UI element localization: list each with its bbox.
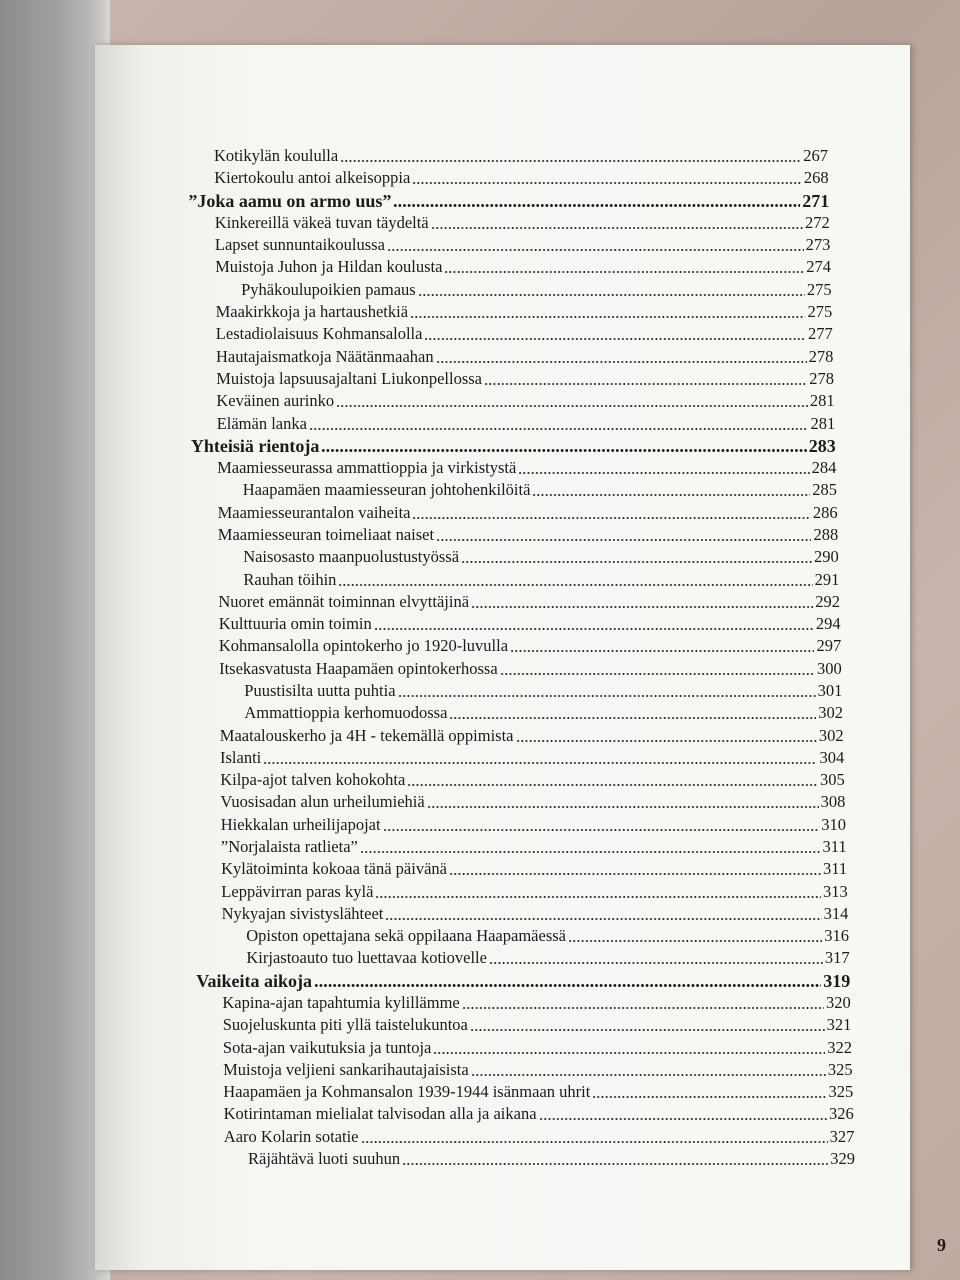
- dot-leader: [516, 740, 817, 742]
- dot-leader: [360, 851, 821, 853]
- toc-entry-title: Sota-ajan vaikutuksia ja tuntoja: [222, 1037, 432, 1057]
- toc-entry-page: 272: [805, 212, 830, 232]
- toc-entry-title: Opiston opettajana sekä oppilaana Haapamäessä: [246, 926, 566, 946]
- toc-entry-title: Muistoja veljieni sankarihautajaisista: [223, 1059, 469, 1079]
- toc-entry-page: 320: [826, 993, 851, 1012]
- dot-leader: [383, 829, 820, 831]
- toc-entry: [215, 212, 830, 234]
- toc-entry-page: 326: [829, 1104, 854, 1124]
- toc-entry: [243, 546, 839, 568]
- toc-entry-title: Maamiesseurassa ammattioppia ja virkistystä: [217, 458, 517, 477]
- book-page: [95, 45, 946, 1270]
- dot-leader: [518, 472, 809, 474]
- toc-entry: [221, 881, 848, 903]
- dot-leader: [336, 405, 808, 407]
- dot-leader: [539, 1118, 828, 1120]
- toc-entry: [214, 167, 828, 189]
- toc-entry-page: 329: [830, 1149, 855, 1168]
- toc-entry-page: 313: [823, 881, 848, 901]
- dot-leader: [314, 984, 821, 987]
- toc-entry-title: Itsekasvatusta Haapamäen opintokerhossa: [219, 658, 498, 678]
- toc-entry-title: Kapina-ajan tapahtumia kylillämme: [222, 993, 460, 1012]
- toc-entry: [244, 680, 842, 702]
- toc-entry: [224, 1103, 854, 1125]
- toc-entry-title: Lapset sunnuntaikoulussa: [214, 235, 385, 255]
- dot-leader: [374, 628, 814, 630]
- toc-entry: [216, 301, 833, 323]
- toc-entry-page: 321: [826, 1015, 852, 1035]
- toc-entry: [246, 947, 849, 969]
- toc-entry: [224, 1126, 855, 1148]
- toc-entry: [243, 569, 839, 591]
- toc-entry: [222, 992, 850, 1014]
- toc-entry-page: 301: [817, 680, 843, 700]
- book-spine-shadow: [0, 0, 110, 1280]
- toc-entry-page: 327: [829, 1126, 855, 1146]
- toc-entry-page: 291: [814, 569, 840, 589]
- dot-leader: [309, 428, 808, 430]
- toc-entry-title: Muistoja lapsuusajaltani Liukonpellossa: [216, 368, 482, 388]
- toc-entry-title: Pyhäkoulupoikien pamaus: [241, 279, 416, 299]
- toc-entry-page: 281: [810, 413, 836, 433]
- dot-leader: [375, 896, 821, 898]
- toc-section-entry: [188, 190, 829, 212]
- toc-entry-title: Maakirkkoja ja hartaushetkiä: [215, 302, 409, 321]
- toc-entry: [217, 413, 836, 435]
- toc-entry-page: 277: [808, 324, 833, 344]
- toc-entry-title: Kilpa-ajot talven kohokohta: [220, 770, 406, 790]
- toc-entry: [221, 814, 846, 836]
- toc-entry: [220, 769, 845, 791]
- toc-entry-page: 285: [812, 480, 837, 500]
- toc-entry-page: 304: [819, 747, 845, 767]
- toc-entry-page: 275: [806, 279, 832, 299]
- dot-leader: [263, 762, 817, 764]
- dot-leader: [449, 873, 821, 875]
- toc-entry-page: 322: [827, 1037, 852, 1057]
- toc-entry: [243, 479, 837, 501]
- toc-entry-title: Kohmansalolla opintokerho jo 1920-luvulla: [218, 636, 509, 656]
- toc-entry-page: 302: [818, 725, 844, 745]
- table-of-contents: [95, 45, 910, 1270]
- toc-entry-title: Yhteisiä rientoja: [190, 435, 320, 456]
- toc-entry-title: Nuoret emännät toiminnan elvyttäjinä: [218, 591, 470, 611]
- toc-entry: [219, 635, 841, 657]
- dot-leader: [398, 695, 816, 697]
- dot-leader: [431, 227, 803, 229]
- dot-leader: [470, 1029, 825, 1031]
- toc-entry-page: 316: [824, 926, 849, 946]
- toc-entry: [220, 791, 845, 813]
- toc-entry-title: Islanti: [220, 747, 262, 767]
- toc-entry-title: ”Joka aamu on armo uus”: [188, 190, 392, 211]
- dot-leader: [484, 383, 807, 385]
- toc-entry-page: 311: [823, 859, 848, 879]
- toc-entry-page: 319: [823, 970, 851, 991]
- toc-entry: [220, 747, 844, 769]
- toc-entry: [244, 702, 843, 724]
- toc-entry: [248, 1148, 855, 1170]
- dot-leader: [385, 918, 821, 920]
- dot-leader: [412, 182, 802, 184]
- toc-entry-page: 288: [813, 524, 839, 544]
- toc-entry: [223, 1081, 853, 1103]
- toc-entry: [216, 323, 833, 345]
- page-number: 9: [937, 1235, 946, 1255]
- toc-entry-page: 300: [817, 658, 842, 678]
- toc-entry-page: 283: [808, 435, 836, 456]
- dot-leader: [393, 204, 800, 207]
- toc-entry-title: Naisosasto maanpuolustustyössä: [243, 547, 460, 567]
- toc-entry-title: Kiertokoulu antoi alkeisoppia: [214, 168, 411, 188]
- dot-leader: [471, 606, 813, 608]
- toc-entry: [218, 502, 838, 524]
- dot-leader: [436, 539, 811, 541]
- toc-entry-title: Räjähtävä luoti suuhun: [248, 1149, 401, 1168]
- toc-entry-page: 308: [820, 792, 846, 812]
- toc-entry-page: 325: [827, 1059, 853, 1079]
- dot-leader: [402, 1163, 828, 1165]
- dot-leader: [444, 271, 804, 273]
- toc-entry-title: Kulttuuria omin toimin: [218, 614, 372, 634]
- toc-entry: [223, 1037, 852, 1059]
- dot-leader: [387, 249, 804, 251]
- dot-leader: [500, 673, 815, 675]
- toc-entry-title: Nykyajan sivistyslähteet: [221, 903, 384, 923]
- toc-entry-title: Puustisilta uutta puhtia: [244, 680, 396, 700]
- dot-leader: [436, 361, 807, 363]
- dot-leader: [338, 584, 812, 586]
- toc-entry-page: 271: [802, 190, 830, 211]
- toc-entry-title: Elämän lanka: [216, 413, 307, 433]
- toc-entry-title: Keväinen aurinko: [216, 391, 335, 411]
- dot-leader: [340, 160, 801, 162]
- toc-entry-title: Suojeluskunta piti yllä taistelukuntoa: [222, 1015, 468, 1035]
- dot-leader: [592, 1096, 826, 1098]
- toc-entry-page: 305: [820, 770, 845, 790]
- toc-entry-page: 275: [807, 302, 833, 321]
- toc-entry-title: Ammattioppia kerhomuodossa: [244, 703, 448, 723]
- toc-entry-page: 292: [815, 591, 840, 611]
- dot-leader: [427, 806, 819, 808]
- toc-entry-page: 325: [828, 1082, 854, 1102]
- dot-leader: [462, 1007, 824, 1009]
- toc-entry-page: 302: [818, 703, 843, 723]
- toc-entry: [246, 925, 849, 947]
- toc-entry-title: Hautajaismatkoja Näätänmaahan: [216, 346, 434, 366]
- toc-entry-title: Rauhan töihin: [243, 569, 337, 589]
- dot-leader: [449, 717, 816, 719]
- dot-leader: [568, 940, 822, 942]
- toc-entry: [223, 1014, 852, 1036]
- dot-leader: [407, 784, 818, 786]
- toc-entry-title: ”Norjalaista ratlieta”: [220, 837, 358, 856]
- toc-entry-page: 310: [821, 814, 846, 834]
- toc-entry: [221, 858, 847, 880]
- toc-entry-title: Kotikylän koululla: [214, 146, 339, 165]
- dot-leader: [461, 561, 812, 563]
- toc-entry: [220, 725, 844, 747]
- toc-entry-title: Kylätoiminta kokoaa tänä päivänä: [221, 859, 447, 879]
- toc-entry-page: 284: [811, 458, 837, 477]
- toc-entry: [218, 524, 838, 546]
- toc-section-entry: [196, 970, 850, 992]
- toc-section-entry: [191, 435, 836, 457]
- toc-entry-title: Lestadiolaisuus Kohmansalolla: [215, 324, 423, 344]
- toc-entry-page: 267: [803, 146, 828, 165]
- dot-leader: [410, 316, 805, 318]
- toc-entry-title: Vaikeita aikoja: [196, 970, 313, 991]
- toc-entry-page: 294: [815, 614, 841, 634]
- toc-entry: [222, 903, 849, 925]
- toc-entry-page: 297: [816, 636, 842, 656]
- dot-leader: [471, 1074, 826, 1076]
- toc-entry-page: 273: [805, 235, 831, 255]
- toc-entry-title: Hiekkalan urheilijapojat: [220, 814, 381, 834]
- toc-entry: [215, 256, 831, 278]
- toc-entry-page: 314: [823, 903, 849, 923]
- dot-leader: [418, 294, 805, 296]
- toc-entry-title: Maamiesseurantalon vaiheita: [217, 502, 411, 522]
- toc-entry: [223, 1059, 853, 1081]
- toc-entry-title: Haapamäen maamiesseuran johtohenkilöitä: [242, 480, 531, 500]
- dot-leader: [433, 1052, 825, 1054]
- dot-leader: [424, 338, 806, 340]
- toc-entry-page: 317: [824, 948, 850, 968]
- toc-entry-title: Maamiesseuran toimeliaat naiset: [217, 524, 435, 544]
- toc-entry: [218, 591, 840, 613]
- toc-entry-title: Maatalouskerho ja 4H - tekemällä oppimista: [219, 725, 514, 745]
- toc-entry-page: 311: [822, 837, 847, 856]
- toc-entry-page: 281: [809, 391, 835, 411]
- toc-entry: [219, 658, 842, 680]
- toc-entry-page: 286: [812, 502, 838, 522]
- dot-leader: [412, 517, 810, 519]
- dot-leader: [321, 449, 806, 452]
- toc-entry: [216, 390, 834, 412]
- toc-entry: [215, 234, 831, 256]
- toc-entry: [217, 457, 836, 479]
- toc-entry-page: 278: [808, 346, 834, 366]
- toc-entry-title: Vuosisadan alun urheilumiehiä: [220, 792, 425, 812]
- toc-entry-title: Muistoja Juhon ja Hildan koulusta: [215, 257, 443, 277]
- toc-entry: [241, 279, 832, 301]
- toc-entry-title: Aaro Kolarin sotatie: [223, 1126, 359, 1146]
- dot-leader: [532, 494, 810, 496]
- toc-entry: [216, 368, 834, 390]
- toc-entry-title: Kotirintaman mielialat talvisodan alla ja aikana: [223, 1104, 537, 1124]
- toc-entry-title: Kirjastoauto tuo luettavaa kotiovelle: [246, 948, 487, 968]
- dot-leader: [489, 962, 823, 964]
- toc-entry-title: Haapamäen ja Kohmansalon 1939-1944 isänmaan uhrit: [223, 1082, 591, 1102]
- dot-leader: [510, 650, 814, 652]
- toc-entry-page: 290: [814, 547, 839, 567]
- toc-entry-page: 278: [809, 368, 834, 388]
- toc-entry: [221, 836, 847, 858]
- toc-entry-page: 274: [806, 257, 831, 277]
- toc-entry-title: Leppävirran paras kylä: [221, 881, 374, 901]
- dot-leader: [361, 1141, 828, 1143]
- toc-entry-page: 268: [803, 168, 829, 188]
- toc-entry-title: Kinkereillä väkeä tuvan täydeltä: [214, 212, 429, 232]
- toc-entry: [214, 145, 828, 167]
- toc-entry: [216, 346, 833, 368]
- toc-entry: [219, 613, 841, 635]
